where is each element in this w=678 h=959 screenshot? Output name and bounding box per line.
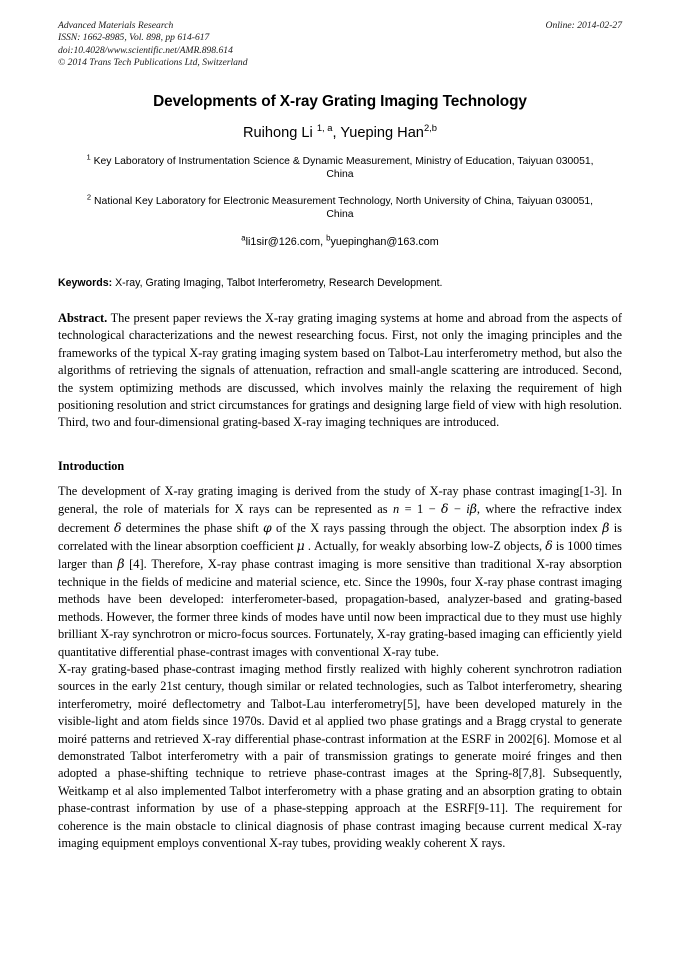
inline-equation-refractive-index xyxy=(393,502,477,516)
introduction-paragraph-2: X-ray grating-based phase-contrast imaging method firstly realized with highly coherent synchrotron radiation sources in the early 21st century, though similar or related technologies, such as Talbot interferometry, shearing interferometry, moiré deflectometry and Talbot-Lau interferometry[5], have been developed maturely in the visible-light and atom fields since 1970s. David et al applied two phase gratings and a Bragg crystal to generate moiré patterns and retrieved X-ray differential phase-contrast information at the ESRF in 2002[6]. Momose et al demonstrated Talbot interferometry with a pair of transmission gratings to generate moiré fringes and then adopted a phase-shifting technique to retrieve phase-contrast images at the Spring-8[7,8]. Subsequently, Weitkamp et al also implemented Talbot interferometry with a phase grating and an absorption grating to obtain phase-contrast information by use of a phase-stepping approach at the ESRF[9-11]. The requirement for coherence is the main obstacle to clinical diagnosis of phase contrast imaging because current medical X-ray imaging equipment employs conventional X-ray tubes, providing weakly coherent X rays. xyxy=(58,661,622,850)
equation-operator-1: = 1 − xyxy=(399,502,441,517)
intro-p1-part-h: [4]. Therefore, X-ray phase contrast imaging is more sensitive than traditional X-ray absorption technique in the fields of medicine and material science, etc. Since the 1990s, four X-ray phase contrast imaging methods have been developed: interferometer-based, propagation-based, analyzer-based and grating-based methods. However, the former three kinds of modes have until now been impractical due to they must use highly brilliant X-ray synchrotron or micro-focus sources. Fortunately, X-ray grating-based imaging can efficiently yield quantitative differential phase-contrast images with conventional X-ray tube. xyxy=(58,557,622,659)
copyright-line: © 2014 Trans Tech Publications Ltd, Switzerland xyxy=(58,57,248,69)
author-marks-2: 2,b xyxy=(423,121,437,133)
introduction-paragraph-1 xyxy=(58,483,622,661)
intro-p1-part-b: , where the refractive index decrement xyxy=(58,502,622,535)
equation-symbol-i: i xyxy=(466,502,470,517)
symbol-delta-3: δ xyxy=(545,538,553,554)
keywords-label: Keywords: xyxy=(58,277,113,289)
affiliation-2 xyxy=(58,192,622,222)
author-marks-1: 1, a xyxy=(316,121,333,133)
intro-p1-part-d: of the X rays passing through the object. The absorption index xyxy=(271,520,603,535)
author-emails xyxy=(58,235,622,249)
equation-operator-2: − xyxy=(448,502,467,517)
symbol-phi: φ xyxy=(263,519,272,535)
email-mark-b: b xyxy=(326,233,331,243)
online-date: Online: 2014-02-27 xyxy=(545,20,622,31)
page-content xyxy=(58,20,622,852)
keywords-line xyxy=(58,276,622,290)
symbol-beta-2: β xyxy=(602,519,610,535)
author-separator: , xyxy=(332,124,341,141)
equation-symbol-beta: β xyxy=(469,501,477,517)
issn-line: ISSN: 1662-8985, Vol. 898, pp 614-617 xyxy=(58,32,210,44)
journal-header xyxy=(58,20,622,70)
intro-p1-part-e: is correlated with the linear absorption coefficient xyxy=(58,520,623,554)
paper-title: Developments of X-ray Grating Imaging Technology xyxy=(153,92,527,110)
email-address-b[interactable]: yuepinghan@163.com xyxy=(330,236,439,248)
author-name-2: Yueping Han xyxy=(340,124,424,141)
affiliation-text-2: National Key Laboratory for Electronic Measurement Technology, North University of China, Taiyuan 030051, China xyxy=(94,195,594,221)
equation-symbol-delta: δ xyxy=(440,501,449,517)
equation-symbol-n: n xyxy=(392,502,400,517)
abstract-text: The present paper reviews the X-ray grating imaging systems at home and abroad from the aspects of technological characterizations and the newest researching focus. First, not only the imaging principles and the frameworks of the typical X-ray grating imaging system based on Talbot-Lau interferometry method, but also the algorithms of retrieving the signals of attenuation, refraction and small-angle scattering are introduced. Second, the system optimizing methods are discussed, which involves mainly the relaxing the requirement of high positioning resolution and strict circumstances for gratings and designing large field of view with high resolution. Third, two and four-dimensional grating-based X-ray imaging techniques are introduced. xyxy=(58,311,622,430)
doi-line: doi:10.4028/www.scientific.net/AMR.898.614 xyxy=(58,44,233,56)
journal-header-row-1 xyxy=(58,20,622,32)
author-name-1: Ruihong Li xyxy=(243,124,313,141)
symbol-delta-2: δ xyxy=(113,519,122,535)
affiliation-1 xyxy=(58,152,622,182)
affiliation-mark-1: 1 xyxy=(86,152,91,162)
intro-p1-part-f: . Actually, for weakly absorbing low-Z objects, xyxy=(304,539,546,554)
journal-name: Advanced Materials Research xyxy=(58,20,174,31)
symbol-mu: μ xyxy=(296,538,305,554)
author-list xyxy=(58,121,622,142)
intro-p1-part-a: The development of X-ray grating imaging is derived from the study of X-ray phase contrast imaging[1-3]. In general, the role of materials for X rays can be represented as xyxy=(58,483,622,517)
email-mark-a: a xyxy=(241,233,246,243)
keywords-text: X-ray, Grating Imaging, Talbot Interferometry, Research Development. xyxy=(112,277,443,289)
symbol-beta-3: β xyxy=(117,556,125,572)
intro-p1-part-g: is 1000 times larger than xyxy=(58,539,622,572)
affiliation-text-1: Key Laboratory of Instrumentation Science & Dynamic Measurement, Ministry of Education, Taiyuan 030051, China xyxy=(93,155,594,181)
email-address-a[interactable]: li1sir@126.com, xyxy=(245,236,324,248)
section-heading-introduction: Introduction xyxy=(58,458,125,473)
abstract-label: Abstract. xyxy=(58,311,108,325)
intro-p1-part-c: determines the phase shift xyxy=(121,520,263,535)
abstract-paragraph xyxy=(58,310,622,432)
affiliation-mark-2: 2 xyxy=(86,192,92,202)
